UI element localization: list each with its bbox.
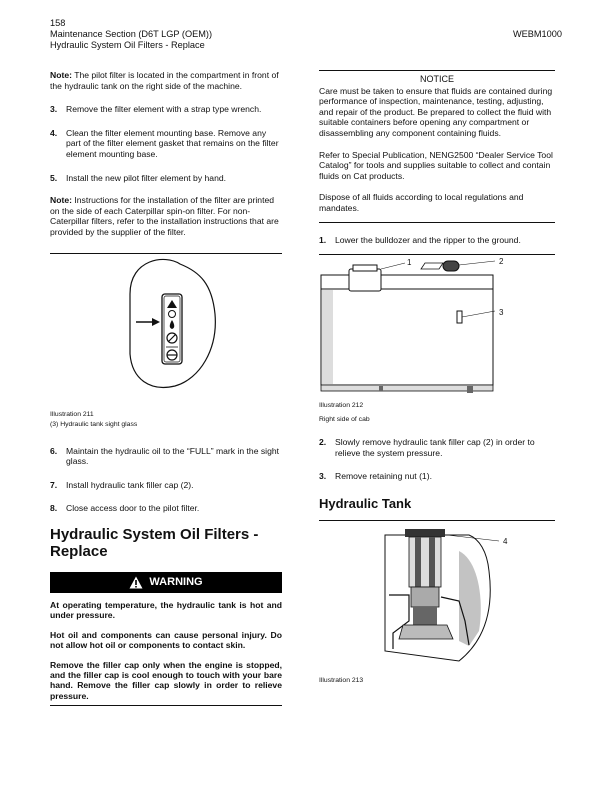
warning-label: WARNING [149,576,203,589]
step-2: 2. Slowly remove hydraulic tank filler cap (2) in order to relieve the system pressure. [319,437,535,458]
section-heading: Hydraulic System Oil Filters - Replace [50,525,259,560]
illustration-211-label: Illustration 211 [50,410,94,418]
notice-paragraph-2: Refer to Special Publication, NENG2500 “Dealer Service Tool Catalog” for tools and supplies suitable to collect and contain fluids on Cat products. [319,149,553,181]
illustration-213-label: Illustration 213 [319,676,364,684]
illustration-212-caption: Right side of cab [319,416,370,424]
note-filter-instructions: Note: Instructions for the installation of the filter are printed on the side of each Caterpillar spin-on filter. For non-Caterpillar filters, refer to the installation instructions that are provided by the supplier of the filter. [50,195,279,237]
warning-bottom-rule [50,705,282,706]
warning-banner [50,572,282,593]
callout-2: 2 [499,257,504,267]
warning-box [50,572,282,706]
callout-1: 1 [407,258,412,268]
note-pilot-filter: Note: The pilot filter is located in the compartment in front of the hydraulic tank on the right side of the machine. [50,70,279,91]
illustration-211 [50,253,282,402]
page-header [50,18,562,51]
subsection-heading: Hydraulic Tank [319,495,412,511]
hydraulic-tank-drawing [319,521,555,666]
topic-title-header: Hydraulic System Oil Filters - Replace [50,40,205,50]
step-3-remove-nut: 3. Remove retaining nut (1). [319,471,432,482]
step-4: 4. Clean the filter element mounting base. Remove any part of the filter element gasket that remains on the filter element mounting base. [50,127,279,159]
step-1: 1. Lower the bulldozer and the ripper to the ground. [319,234,521,245]
notice-paragraph-1: Care must be taken to ensure that fluids are contained during performance of inspection, maintenance, testing, adjusting, and repair of the product. Be prepared to collect the fluid with suitable containers before opening any compartment or disassembling any component containing fluids. [319,85,553,138]
notice-title: NOTICE [419,74,454,84]
warning-paragraph-1: At operating temperature, the hydraulic tank is hot and under pressure. [50,599,282,621]
warning-triangle-icon [129,576,143,589]
section-title-header: Maintenance Section (D6T LGP (OEM)) [50,29,213,39]
document-id: WEBM1000 [512,29,562,39]
notice-paragraph-3: Dispose of all fluids according to local regulations and mandates. [319,192,524,213]
notice-bottom-rule [319,222,555,223]
illustration-212 [319,254,555,399]
cab-right-side-drawing [319,255,555,399]
illustration-212-label: Illustration 212 [319,402,364,410]
illustration-213 [319,520,555,666]
step-8: 8. Close access door to the pilot filter. [50,503,200,514]
page-number: 158 [50,18,66,28]
sight-glass-drawing [50,254,282,402]
step-3: 3. Remove the filter element with a strap type wrench. [50,104,262,115]
notice-top-rule [319,70,555,71]
illustration-211-caption: (3) Hydraulic tank sight glass [50,420,138,428]
right-column [319,70,555,685]
step-6: 6. Maintain the hydraulic oil to the “FULL” mark in the sight glass. [50,445,280,467]
warning-paragraph-2: Hot oil and components can cause personal injury. Do not allow hot oil or components to contact skin. [50,629,282,651]
left-column [50,70,282,706]
warning-text [50,600,282,701]
callout-3: 3 [499,308,504,318]
warning-paragraph-3: Remove the filler cap only when the engine is stopped, and the filler cap is cool enough to touch with your bare hand. Remove the filler cap slowly in order to relieve pressure. [50,659,282,701]
callout-4: 4 [503,536,508,546]
step-7: 7. Install hydraulic tank filler cap (2). [50,479,194,490]
step-5: 5. Install the new pilot filter element by hand. [50,172,227,183]
